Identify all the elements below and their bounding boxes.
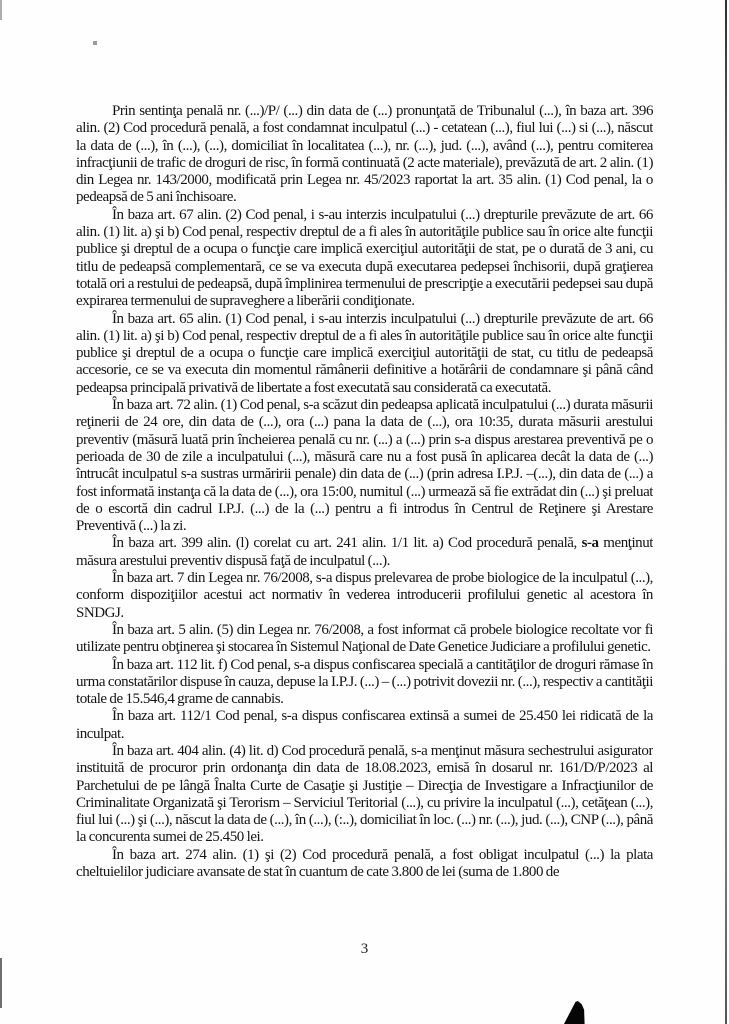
scan-speck-artifact <box>93 41 97 45</box>
paragraph-text: În baza art. 112 lit. f) Cod penal, s-a dispus confiscarea specială a cantităţilor de droguri rămase în urma constatărilor dispuse în cauza, depuse la I.P.J. (...) – (...) potrivit dovezii nr. (...), respectiv a cantităţii totale de 15.546,4 grame de cannabis. <box>76 656 653 708</box>
scan-edge-smudge-left-top <box>0 0 2 20</box>
paragraph <box>76 103 653 207</box>
paragraph-text: În baza art. 72 alin. (1) Cod penal, s-a scăzut din pedeapsa aplicată inculpatului (...) durata măsurii reţinerii de 24 ore, din data de (...), ora (...) pana la data de (...), ora 10:35, durata măsurii arestului preventiv (măsură luată prin încheierea penală cu nr. (...) a (...) prin s-a dispus arestarea preventivă pe o perioada de 30 de zile a inculpatului (...), măsură care nu a fost pusă în aplicarea decât la data de (...) întrucât inculpatul s-a sustras urmăririi penale) din data de (...) (prin adresa I.P.J. –(...), din data de (...) a fost informată instanţa că la data de (...), ora 15:00, numitul (...) urmează să fie extrădat din (...) şi preluat de o escortă din cadrul I.P.J. (...) de la (...) pentru a fi introdus în Centrul de Reţinere şi Arestare Preventivă (...) la zi. <box>76 397 653 535</box>
paragraph-text: În baza art. 274 alin. (1) şi (2) Cod procedură penală, a fost obligat inculpatul (...) la plata cheltuielilor judiciare avansate de stat în cuantum de cate 3.800 de lei (suma de 1.800 de <box>76 846 653 881</box>
paragraph-text: Prin sentinţa penală nr. (...)/P/ (...) din data de (...) pronunţată de Tribunalul (...), în baza art. 396 alin. (2) Cod procedură penală, a fost condamnat inculpatul (...) - cetatean (...), fiul lui (...) si (...), născut la data de (...), în (...), (...), domiciliat în localitatea (...), nr. (...), jud. (...), având (...), pentru comiterea infracţiunii de trafic de droguri de risc, în formă continuată (2 acte materiale), prevăzută de art. 2 alin. (1) din Legea nr. 143/2000, modificată prin Legea nr. 45/2023 raportat la art. 35 alin. (1) Cod penal, la o pedeapsă de 5 ani închisoare. <box>76 103 653 206</box>
scan-edge-smudge-left-bottom <box>0 958 2 1008</box>
paragraph <box>76 207 653 311</box>
paragraph-text: În baza art. 65 alin. (1) Cod penal, i s-au interzis inculpatului (...) drepturile prevăzute de art. 66 alin. (1) lit. a) şi b) Cod penal, respectiv dreptul de a fi ales în autorităţile publice sau în orice alte funcţii publice şi dreptul de a ocupa o funcţie care implică exerciţiul autorităţii de stat, cu titlu de pedeapsă accesorie, ce se va executa din momentul rămânerii definitive a hotărârii de condamnare şi până când pedeapsa principală privativă de libertate a fost executată sau considerată ca executată. <box>76 310 653 396</box>
paragraph-text: menţinut măsura arestului preventiv dispusă faţă de inculpatul (...). <box>76 535 653 569</box>
paragraph <box>76 657 653 709</box>
paragraph <box>76 743 653 847</box>
paragraph <box>76 570 653 622</box>
paragraph <box>76 708 653 743</box>
paragraph <box>76 622 653 657</box>
page-number: 3 <box>360 941 369 957</box>
paragraph <box>76 847 653 882</box>
paragraph <box>76 397 653 535</box>
paragraph <box>76 535 653 570</box>
paragraph-text: În baza art. 404 alin. (4) lit. d) Cod procedură penală, s-a menţinut măsura sechestrului asigurator instituită de procuror prin ordonanţa din data de 18.08.2023, emisă în dosarul nr. 161/D/P/2023 al Parchetului de pe lângă Înalta Curte de Casaţie şi Justiţie – Direcţia de Investigare a Infracţiunilor de Criminalitate Organizată şi Terorism – Serviciul Teritorial (...), cu privire la inculpatul (...), cetăţean (...), fiul lui (...) şi (...), născut la data de (...), în (...), (:..), domiciliat în loc. (...) nr. (...), jud. (...), CNP (...), până la concurenta sumei de 25.450 lei. <box>76 742 653 846</box>
scan-corner-triangle-artifact <box>563 1001 587 1024</box>
paragraph-text: În baza art. 7 din Legea nr. 76/2008, s-a dispus prelevarea de probe biologice de la inculpatul (...), conform dispoziţiilor acestui act normativ în vederea introducerii profilului genetic al acestora în SNDGJ. <box>76 570 653 621</box>
scan-edge-line-right <box>725 0 727 1024</box>
paragraph-text: În baza art. 5 alin. (5) din Legea nr. 76/2008, a fost informat că probele biologice recoltate vor fi utilizate pentru obţinerea şi stocarea în Sistemul Naţional de Date Genetice Judiciare a profilului genetic. <box>76 621 653 656</box>
paragraph-text: În baza art. 67 alin. (2) Cod penal, i s-au interzis inculpatului (...) drepturile prevăzute de art. 66 alin. (1) lit. a) şi b) Cod penal, respectiv dreptul de a fi ales în autorităţile publice sau în orice alte funcţii publice şi dreptul de a ocupa o funcţie care implică exerciţiul autorităţii de stat, pe o durată de 3 ani, cu titlu de pedeapsă complementară, ce se va executa după executarea pedepsei închisorii, după graţierea totală ori a restului de pedeapsă, după împlinirea termenului de prescripţie a executării pedepsei sau după expirarea termenului de supraveghere a liberării condiţionate. <box>76 206 653 310</box>
paragraph-text: În baza art. 399 alin. (l) corelat cu art. 241 alin. 1/1 lit. a) Cod procedură penală, <box>112 535 582 552</box>
paragraph <box>76 311 653 397</box>
paragraph-bold-text: s-a <box>581 535 599 552</box>
paragraph-text: În baza art. 112/1 Cod penal, s-a dispus confiscarea extinsă a sumei de 25.450 lei ridicată de la inculpat. <box>76 708 653 742</box>
document-body <box>76 103 653 943</box>
